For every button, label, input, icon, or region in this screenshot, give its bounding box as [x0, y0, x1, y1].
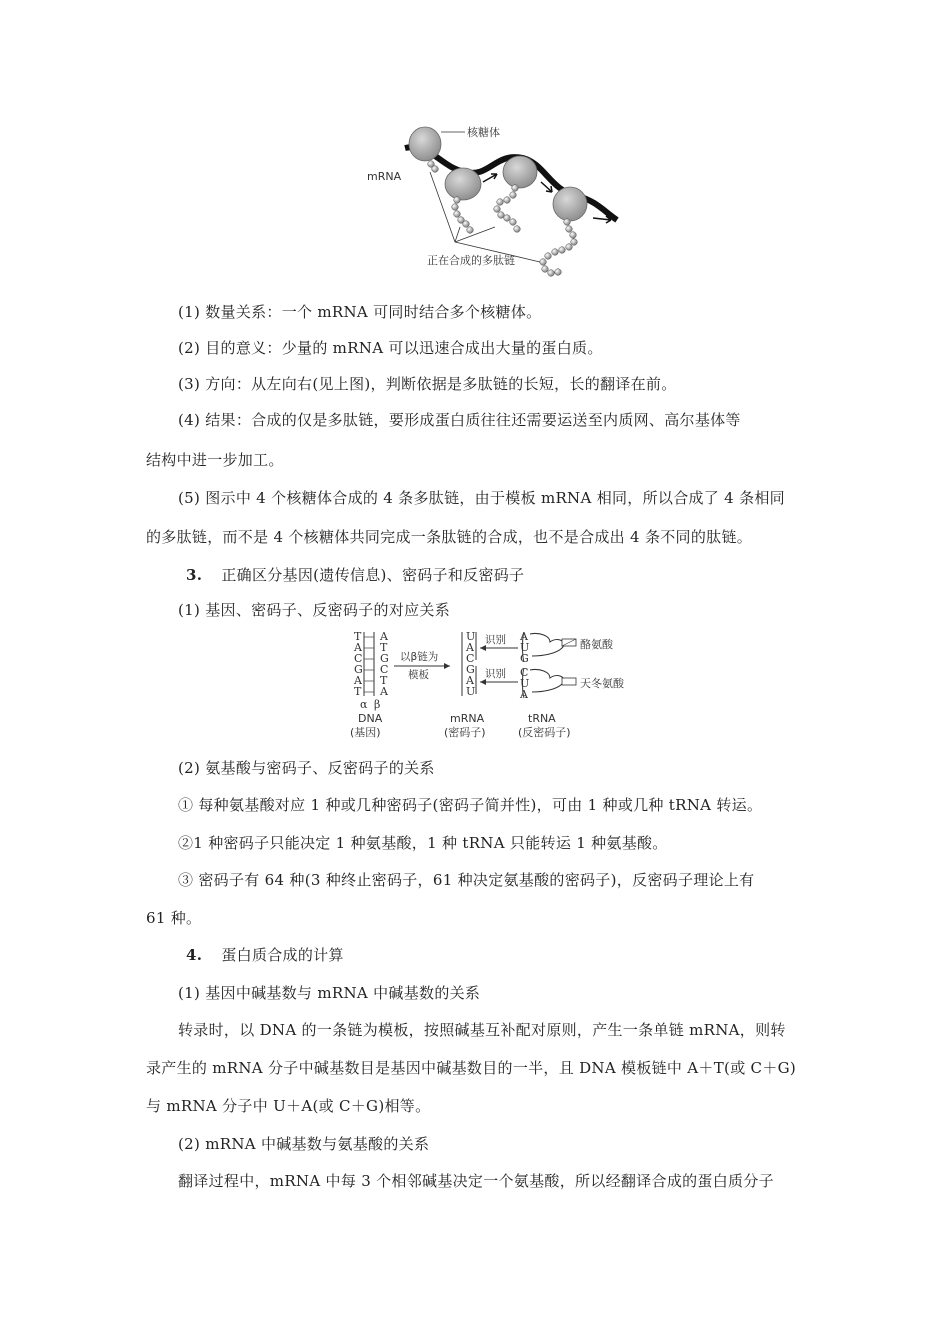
heading-3-number: 3. — [186, 566, 203, 584]
polypeptide-chain-2 — [452, 197, 474, 234]
dna-beta-base: G — [380, 652, 389, 665]
trna-2 — [519, 666, 625, 701]
section4-para-1-cont: 录产生的 mRNA 分子中碱基数目是基因中碱基数目的一半，且 DNA 模板链中 A＋T(或 C＋G) — [146, 1059, 797, 1077]
mrna-base: C — [466, 652, 475, 665]
section4-para-1: 转录时，以 DNA 的一条链为模板，按照碱基互补配对原则，产生一条单链 mRNA，则转 — [178, 1021, 786, 1039]
beta-label: β — [374, 698, 381, 711]
ribosome-shape — [553, 187, 587, 221]
ribosome-shape — [409, 127, 441, 161]
trna-base: U — [520, 677, 530, 690]
section2-item-5: (5) 图示中 4 个核糖体合成的 4 条多肽链，由于模板 mRNA 相同，所以合成了 4 条相同 — [178, 489, 785, 507]
dna-alpha-base: C — [354, 652, 363, 665]
mrna-base: A — [466, 674, 474, 687]
alpha-label: α — [360, 698, 368, 711]
dna-beta-base: C — [380, 663, 389, 676]
sub-3-2: (2) 氨基酸与密码子、反密码子的关系 — [178, 759, 435, 777]
section4-para-1-cont2: 与 mRNA 分子中 U＋A(或 C＋G)相等。 — [146, 1097, 431, 1115]
mrna-base: G — [466, 663, 475, 676]
section2-item-1: (1) 数量关系：一个 mRNA 可同时结合多个核糖体。 — [178, 303, 542, 321]
dna-beta-base: A — [380, 630, 388, 643]
ribosome-label: 核糖体 — [467, 126, 500, 139]
template-label-2: 模板 — [408, 669, 429, 681]
section2-item-4: (4) 结果：合成的仅是多肽链，要形成蛋白质往往还需要运送至内质网、高尔基体等 — [178, 411, 741, 429]
section2-item-5-cont: 的多肽链，而不是 4 个核糖体共同完成一条肽链的合成，也不是合成出 4 条不同的肽链。 — [146, 528, 753, 546]
caption-trna-sub: (反密码子) — [518, 726, 571, 739]
amino-acid-1: 酪氨酸 — [580, 638, 613, 651]
polypeptide-label: 正在合成的多肽链 — [427, 254, 515, 267]
trna-base: C — [520, 666, 529, 679]
heading-4-text: 蛋白质合成的计算 — [221, 946, 344, 964]
caption-dna-sub: (基因) — [350, 726, 381, 739]
recognize-label-1: 识别 — [485, 634, 506, 646]
template-label-1: 以β链为 — [400, 651, 439, 663]
dna-alpha-base: A — [354, 674, 362, 687]
dna-beta-base: A — [380, 685, 388, 698]
codon-figure — [340, 630, 630, 742]
mrna-label: mRNA — [367, 170, 402, 183]
recognize-label-2: 识别 — [485, 668, 506, 680]
section3-item-2: ②1 种密码子只能决定 1 种氨基酸，1 种 tRNA 只能转运 1 种氨基酸。 — [178, 834, 668, 852]
dna-beta-base: T — [380, 641, 388, 654]
section3-item-3-cont: 61 种。 — [146, 909, 202, 927]
polypeptide-chain-1 — [428, 161, 439, 173]
caption-trna: tRNA — [528, 712, 556, 725]
trna-base: U — [520, 641, 530, 654]
dna-alpha-base: T — [354, 685, 362, 698]
mrna-base: A — [466, 641, 474, 654]
amino-acid-2: 天冬氨酸 — [580, 677, 624, 690]
dna-beta-base: T — [380, 674, 388, 687]
dna-alpha-base: T — [354, 630, 362, 643]
section2-item-4-cont: 结构中进一步加工。 — [146, 451, 284, 469]
polyribosome-figure — [355, 112, 635, 292]
caption-mrna: mRNA — [450, 712, 485, 725]
heading-4-number: 4. — [186, 946, 203, 964]
dna-alpha-base: A — [354, 641, 362, 654]
trna-base: G — [520, 652, 529, 665]
heading-4 — [186, 945, 344, 965]
section4-para-2: 翻译过程中，mRNA 中每 3 个相邻碱基决定一个氨基酸，所以经翻译合成的蛋白质分子 — [178, 1172, 774, 1190]
section2-item-2: (2) 目的意义：少量的 mRNA 可以迅速合成出大量的蛋白质。 — [178, 339, 603, 357]
ribosome-shape — [445, 168, 481, 200]
section2-item-3: (3) 方向：从左向右(见上图)，判断依据是多肽链的长短，长的翻译在前。 — [178, 375, 677, 393]
sub-4-1: (1) 基因中碱基数与 mRNA 中碱基数的关系 — [178, 984, 481, 1002]
label-pointer-line — [455, 227, 495, 242]
mrna-base: U — [466, 685, 476, 698]
trna-1 — [519, 630, 614, 665]
polypeptide-chain-4 — [540, 219, 578, 277]
sub-4-2: (2) mRNA 中碱基数与氨基酸的关系 — [178, 1135, 430, 1153]
polypeptide-chain-3 — [494, 185, 521, 233]
section3-item-1: ① 每种氨基酸对应 1 种或几种密码子(密码子简并性)，可由 1 种或几种 tRNA 转运。 — [178, 796, 763, 814]
mrna-base: U — [466, 630, 476, 643]
heading-3 — [186, 565, 524, 585]
label-pointer-line — [455, 227, 460, 242]
ribosome-shape — [503, 156, 537, 188]
dna-alpha-base: G — [354, 663, 363, 676]
trna-base: A — [520, 630, 528, 643]
sub-3-1: (1) 基因、密码子、反密码子的对应关系 — [178, 601, 451, 619]
section3-item-3: ③ 密码子有 64 种(3 种终止密码子，61 种决定氨基酸的密码子)，反密码子理论上有 — [178, 871, 755, 889]
trna-base: A — [520, 688, 528, 701]
caption-mrna-sub: (密码子) — [444, 726, 486, 739]
heading-3-text: 正确区分基因(遗传信息)、密码子和反密码子 — [221, 566, 525, 584]
caption-dna: DNA — [358, 712, 383, 725]
